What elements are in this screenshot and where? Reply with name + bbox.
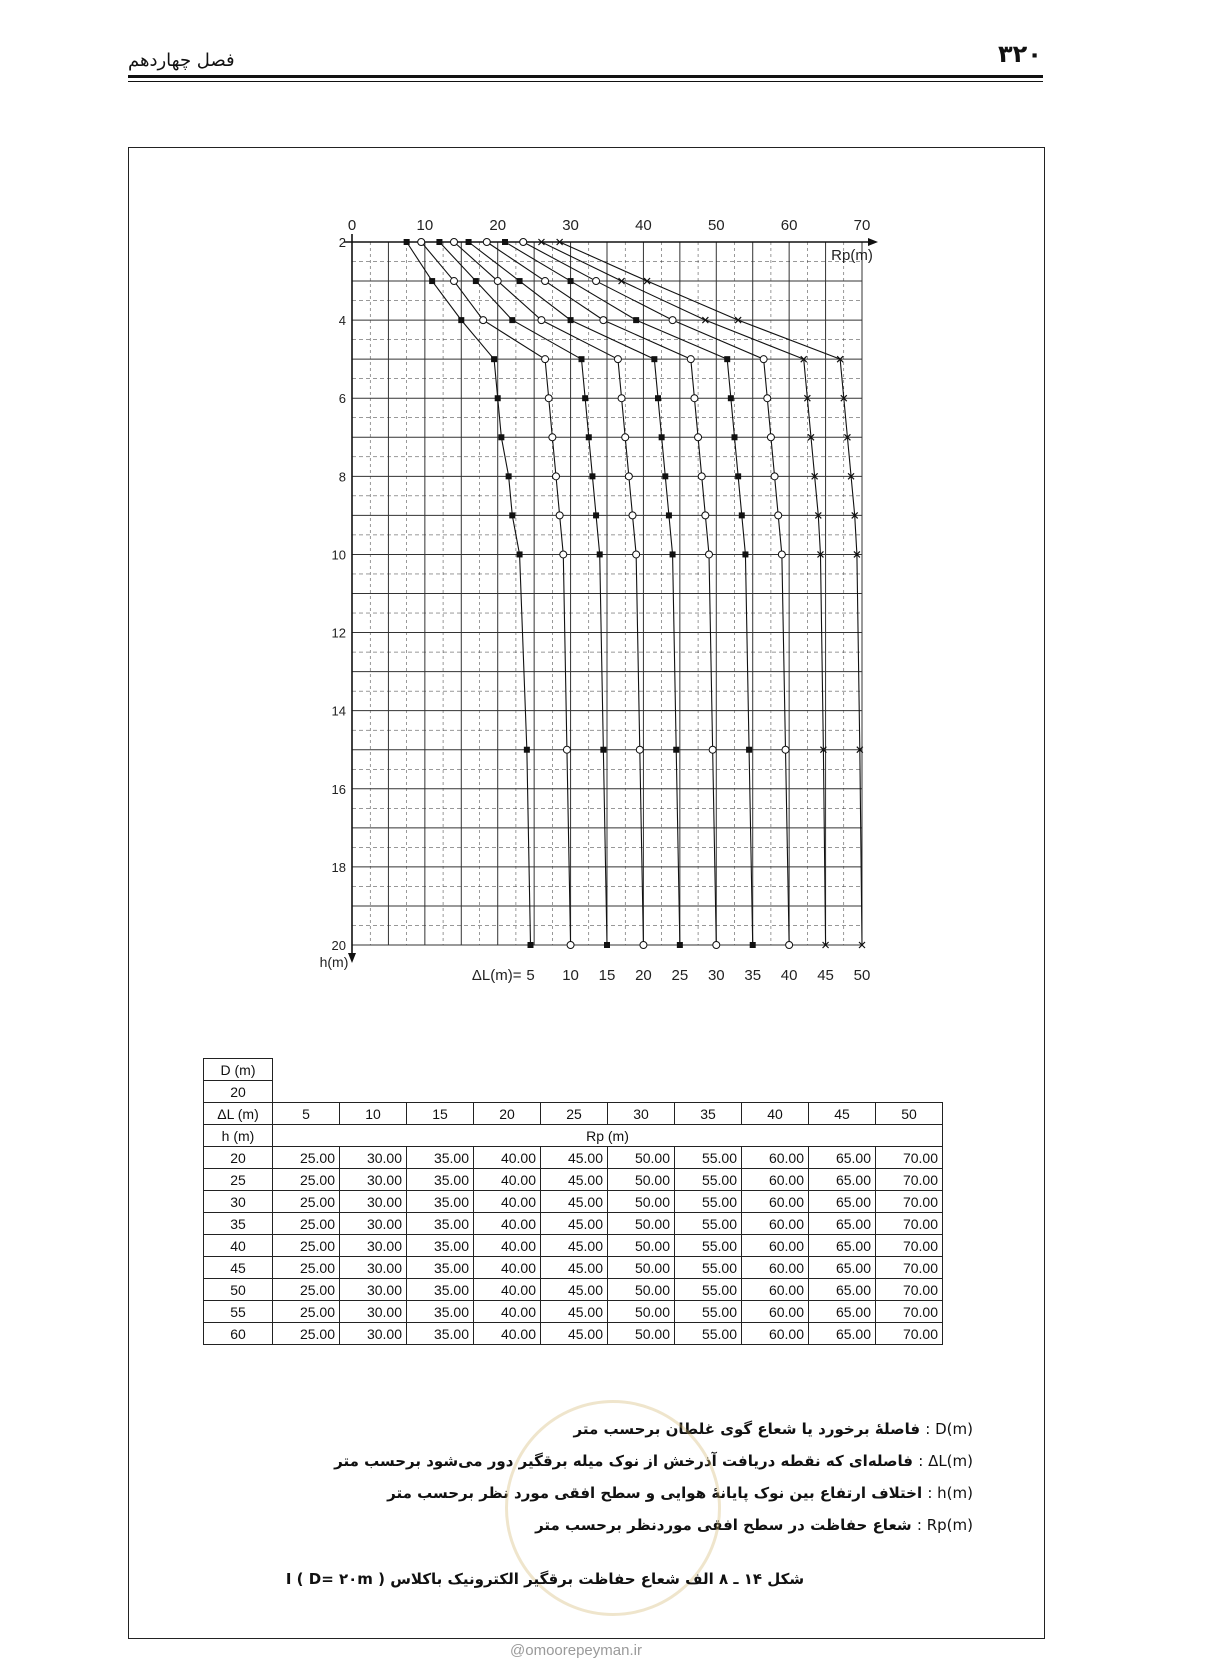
legend-text: شعاع حفاظت در سطح افقی موردنظر برحسب متر: [535, 1516, 912, 1534]
rp-value-cell: 65.00: [809, 1191, 876, 1213]
rp-value-cell: 65.00: [809, 1301, 876, 1323]
data-point: [593, 512, 599, 518]
rp-value-cell: 45.00: [541, 1279, 608, 1301]
rp-value-cell: 70.00: [876, 1323, 943, 1345]
data-point: [600, 317, 607, 324]
rp-value-cell: 45.00: [541, 1169, 608, 1191]
delta-l-header-cell: 45: [809, 1103, 876, 1125]
x-tick-label: 60: [780, 217, 798, 234]
y-tick-label: 18: [331, 859, 346, 875]
data-point: [728, 395, 734, 401]
data-point: [786, 942, 793, 949]
data-point: [782, 746, 789, 753]
rp-value-cell: 40.00: [474, 1147, 541, 1169]
data-point: [520, 239, 527, 246]
data-point: [673, 747, 679, 753]
data-point: [706, 551, 713, 558]
rp-value-cell: 50.00: [608, 1169, 675, 1191]
delta-l-label: ΔL (m): [204, 1103, 273, 1125]
data-point: [760, 356, 767, 363]
rp-value-cell: 40.00: [474, 1213, 541, 1235]
data-point: [691, 395, 698, 402]
rp-value-cell: 25.00: [273, 1235, 340, 1257]
rp-value-cell: 25.00: [273, 1323, 340, 1345]
data-point: [698, 473, 705, 480]
data-point: [494, 278, 501, 285]
delta-l-label: 30: [707, 967, 725, 984]
rp-value-cell: 35.00: [407, 1147, 474, 1169]
rp-value-cell: 35.00: [407, 1169, 474, 1191]
x-tick-label: 40: [635, 217, 652, 234]
rp-value-cell: 25.00: [273, 1213, 340, 1235]
data-point: [709, 746, 716, 753]
legend-symbol: D(m) :: [925, 1420, 973, 1438]
delta-l-header-cell: 30: [608, 1103, 675, 1125]
y-tick-label: 14: [331, 703, 346, 719]
rp-value-cell: 30.00: [340, 1147, 407, 1169]
data-point: [724, 356, 730, 362]
h-value-cell: 30: [204, 1191, 273, 1213]
rp-value-cell: 55.00: [675, 1147, 742, 1169]
rp-value-cell: 45.00: [541, 1323, 608, 1345]
data-point: [625, 473, 632, 480]
data-point: [458, 317, 464, 323]
rp-value-cell: 60.00: [742, 1301, 809, 1323]
rp-value-cell: 65.00: [809, 1279, 876, 1301]
data-point: [670, 551, 676, 557]
x-axis-label: Rp(m): [831, 247, 873, 264]
data-point: [586, 434, 592, 440]
x-tick-label: 20: [489, 217, 507, 234]
data-point: [509, 512, 515, 518]
data-point: [538, 317, 545, 324]
rp-value-cell: 35.00: [407, 1235, 474, 1257]
rp-value-cell: 60.00: [742, 1191, 809, 1213]
rp-value-cell: 40.00: [474, 1323, 541, 1345]
rp-value-cell: 70.00: [876, 1213, 943, 1235]
data-point: [651, 356, 657, 362]
data-point: [553, 473, 560, 480]
delta-l-label: 50: [853, 967, 871, 984]
rp-value-cell: 50.00: [608, 1279, 675, 1301]
delta-l-label: 15: [598, 967, 616, 984]
rp-value-cell: 45.00: [541, 1213, 608, 1235]
rp-value-cell: 45.00: [541, 1147, 608, 1169]
y-tick-label: 6: [338, 391, 346, 407]
data-point: [669, 317, 676, 324]
data-point: [636, 746, 643, 753]
data-point: [560, 551, 567, 558]
delta-l-label: 35: [744, 967, 762, 984]
rp-value-cell: 30.00: [340, 1301, 407, 1323]
chapter-title: فصل چهاردهم: [128, 50, 235, 71]
rp-value-cell: 35.00: [407, 1213, 474, 1235]
data-point: [659, 434, 665, 440]
rp-value-cell: 25.00: [273, 1257, 340, 1279]
table-row: [204, 1169, 943, 1191]
rp-value-cell: 70.00: [876, 1301, 943, 1323]
data-point: [568, 317, 574, 323]
data-point: [629, 512, 636, 519]
data-point: [618, 395, 625, 402]
table-row: [204, 1279, 943, 1301]
rp-value-cell: 55.00: [675, 1257, 742, 1279]
data-point: [750, 942, 756, 948]
data-point: [498, 434, 504, 440]
h-value-cell: 45: [204, 1257, 273, 1279]
rp-value-cell: 55.00: [675, 1213, 742, 1235]
data-point: [702, 512, 709, 519]
legend-text: اختلاف ارتفاع بین نوک پایانهٔ هوایی و سطح افقی مورد نظر برحسب متر: [387, 1484, 923, 1502]
rp-value-cell: 60.00: [742, 1147, 809, 1169]
rp-value-cell: 35.00: [407, 1279, 474, 1301]
data-point: [597, 551, 603, 557]
legend-symbol: Rp(m) :: [916, 1516, 973, 1534]
data-point: [687, 356, 694, 363]
x-tick-label: 50: [707, 217, 725, 234]
rp-value-cell: 40.00: [474, 1279, 541, 1301]
rp-value-cell: 25.00: [273, 1301, 340, 1323]
watermark: @omoorepeyman.ir: [510, 1642, 642, 1659]
page-number: ۳۲۰: [998, 40, 1042, 68]
data-point: [732, 434, 738, 440]
delta-l-label: 40: [780, 967, 798, 984]
rp-value-cell: 60.00: [742, 1279, 809, 1301]
data-point: [713, 942, 720, 949]
data-point: [778, 551, 785, 558]
rp-value-cell: 50.00: [608, 1301, 675, 1323]
data-point: [604, 942, 610, 948]
legend-symbol: h(m) :: [927, 1484, 973, 1502]
delta-l-header-cell: 25: [541, 1103, 608, 1125]
delta-l-label: 45: [817, 967, 834, 984]
y-axis-label: h(m): [319, 954, 349, 970]
data-point: [567, 942, 574, 949]
data-point: [764, 395, 771, 402]
rp-value-cell: 50.00: [608, 1323, 675, 1345]
delta-l-prefix: ΔL(m)=: [471, 967, 522, 984]
rp-value-cell: 70.00: [876, 1147, 943, 1169]
data-point: [568, 278, 574, 284]
rp-value-cell: 45.00: [541, 1235, 608, 1257]
delta-l-header-cell: 50: [876, 1103, 943, 1125]
delta-l-header-cell: 35: [675, 1103, 742, 1125]
h-value-cell: 20: [204, 1147, 273, 1169]
rp-value-cell: 45.00: [541, 1191, 608, 1213]
rp-value-cell: 70.00: [876, 1257, 943, 1279]
y-axis-arrow-icon: [348, 953, 356, 963]
h-value-cell: 40: [204, 1235, 273, 1257]
rp-value-cell: 65.00: [809, 1213, 876, 1235]
rp-value-cell: 35.00: [407, 1301, 474, 1323]
data-point: [473, 278, 479, 284]
data-point: [509, 317, 515, 323]
data-point: [418, 239, 425, 246]
rp-value-cell: 70.00: [876, 1169, 943, 1191]
data-point: [466, 239, 472, 245]
data-point: [775, 512, 782, 519]
rp-value-cell: 50.00: [608, 1213, 675, 1235]
rp-value-cell: 55.00: [675, 1191, 742, 1213]
rp-value-cell: 65.00: [809, 1147, 876, 1169]
rp-value-cell: 40.00: [474, 1191, 541, 1213]
rp-value-cell: 30.00: [340, 1169, 407, 1191]
protection-radius-table: [203, 1058, 943, 1345]
rp-value-cell: 60.00: [742, 1235, 809, 1257]
data-point: [506, 473, 512, 479]
rp-value-cell: 60.00: [742, 1213, 809, 1235]
table-row: [204, 1257, 943, 1279]
delta-l-header-cell: 20: [474, 1103, 541, 1125]
data-point: [633, 551, 640, 558]
rp-label: Rp (m): [273, 1125, 943, 1147]
rp-value-cell: 30.00: [340, 1235, 407, 1257]
rp-value-cell: 50.00: [608, 1257, 675, 1279]
rp-value-cell: 35.00: [407, 1257, 474, 1279]
rp-value-cell: 55.00: [675, 1323, 742, 1345]
data-point: [480, 317, 487, 324]
h-label: h (m): [204, 1125, 273, 1147]
h-value-cell: 60: [204, 1323, 273, 1345]
table-row: [204, 1213, 943, 1235]
y-tick-label: 20: [331, 938, 346, 953]
data-point: [542, 278, 549, 285]
data-point: [579, 356, 585, 362]
rp-value-cell: 60.00: [742, 1257, 809, 1279]
rp-value-cell: 70.00: [876, 1235, 943, 1257]
table-row: [204, 1191, 943, 1213]
data-point: [545, 395, 552, 402]
data-point: [483, 239, 490, 246]
data-point: [771, 473, 778, 480]
data-point: [524, 747, 530, 753]
rp-value-cell: 40.00: [474, 1301, 541, 1323]
rp-value-cell: 65.00: [809, 1257, 876, 1279]
data-point: [739, 512, 745, 518]
rp-value-cell: 65.00: [809, 1235, 876, 1257]
delta-l-label: 20: [635, 967, 652, 984]
rp-value-cell: 40.00: [474, 1257, 541, 1279]
data-point: [677, 942, 683, 948]
y-tick-label: 12: [331, 625, 346, 641]
rp-value-cell: 45.00: [541, 1257, 608, 1279]
rp-value-cell: 55.00: [675, 1279, 742, 1301]
data-point: [542, 356, 549, 363]
x-axis-arrow-icon: [868, 238, 878, 246]
x-tick-label: 70: [853, 217, 871, 234]
rp-value-cell: 50.00: [608, 1191, 675, 1213]
h-value-cell: 55: [204, 1301, 273, 1323]
data-point: [517, 278, 523, 284]
data-point: [662, 473, 668, 479]
rp-value-cell: 65.00: [809, 1169, 876, 1191]
y-tick-label: 8: [338, 469, 346, 485]
rp-value-cell: 45.00: [541, 1301, 608, 1323]
rp-value-cell: 60.00: [742, 1323, 809, 1345]
rp-value-cell: 30.00: [340, 1213, 407, 1235]
data-point: [549, 434, 556, 441]
data-point: [528, 942, 534, 948]
legend-text: فاصله‌ای که نقطه دریافت آذرخش از نوک میله برقگیر دور می‌شود برحسب متر: [334, 1452, 913, 1470]
h-value-cell: 50: [204, 1279, 273, 1301]
y-tick-label: 16: [331, 781, 346, 797]
rp-value-cell: 40.00: [474, 1169, 541, 1191]
data-point: [589, 473, 595, 479]
legend-text: فاصلهٔ برخورد یا شعاع گوی غلطان برحسب متر: [573, 1420, 921, 1438]
data-point: [633, 317, 639, 323]
figure-caption: شکل ۱۴ ـ ۸ الف شعاع حفاظت برقگیر الکترونیک باکلاس I ( D= ۲۰m ): [285, 1570, 805, 1588]
x-tick-label: 30: [562, 217, 579, 234]
h-value-cell: 25: [204, 1169, 273, 1191]
data-point: [582, 395, 588, 401]
rp-value-cell: 40.00: [474, 1235, 541, 1257]
data-point: [502, 239, 508, 245]
delta-l-header-cell: 40: [742, 1103, 809, 1125]
data-point: [517, 551, 523, 557]
d-label: D (m): [204, 1059, 273, 1081]
x-tick-label: 0: [347, 217, 357, 234]
d-value: 20: [204, 1081, 273, 1103]
data-point: [614, 356, 621, 363]
y-tick-label: 4: [338, 313, 346, 329]
delta-l-label: 10: [562, 967, 579, 984]
rp-value-cell: 25.00: [273, 1191, 340, 1213]
rp-value-cell: 70.00: [876, 1191, 943, 1213]
rp-value-cell: 30.00: [340, 1323, 407, 1345]
data-point: [404, 239, 410, 245]
data-point: [742, 551, 748, 557]
rp-value-cell: 25.00: [273, 1279, 340, 1301]
delta-l-label: 25: [671, 967, 689, 984]
rp-value-cell: 30.00: [340, 1257, 407, 1279]
rp-value-cell: 55.00: [675, 1235, 742, 1257]
rp-value-cell: 55.00: [675, 1301, 742, 1323]
data-point: [495, 395, 501, 401]
rp-value-cell: 30.00: [340, 1279, 407, 1301]
rp-value-cell: 55.00: [675, 1169, 742, 1191]
rp-value-cell: 70.00: [876, 1279, 943, 1301]
data-point: [746, 747, 752, 753]
data-point: [735, 473, 741, 479]
data-point: [451, 278, 458, 285]
data-point: [563, 746, 570, 753]
delta-l-header-cell: 10: [340, 1103, 407, 1125]
h-value-cell: 35: [204, 1213, 273, 1235]
rp-value-cell: 50.00: [608, 1235, 675, 1257]
data-point: [600, 747, 606, 753]
data-point: [593, 278, 600, 285]
delta-l-label: 5: [526, 967, 535, 984]
data-point: [640, 942, 647, 949]
rp-value-cell: 65.00: [809, 1323, 876, 1345]
rp-value-cell: 35.00: [407, 1191, 474, 1213]
rp-value-cell: 30.00: [340, 1191, 407, 1213]
delta-l-header-cell: 15: [407, 1103, 474, 1125]
rp-value-cell: 35.00: [407, 1323, 474, 1345]
data-point: [429, 278, 435, 284]
rp-value-cell: 25.00: [273, 1147, 340, 1169]
delta-l-header-cell: 5: [273, 1103, 340, 1125]
data-point: [556, 512, 563, 519]
table-row: [204, 1235, 943, 1257]
y-tick-label: 2: [338, 235, 346, 250]
y-tick-label: 10: [331, 547, 346, 563]
legend-symbol: ΔL(m) :: [918, 1452, 973, 1470]
data-point: [767, 434, 774, 441]
data-point: [695, 434, 702, 441]
data-point: [666, 512, 672, 518]
rp-value-cell: 50.00: [608, 1147, 675, 1169]
x-tick-label: 10: [416, 217, 434, 234]
data-point: [451, 239, 458, 246]
table-row: [204, 1147, 943, 1169]
data-point: [436, 239, 442, 245]
rp-value-cell: 60.00: [742, 1169, 809, 1191]
table-row: [204, 1301, 943, 1323]
table-row: [204, 1323, 943, 1345]
data-point: [655, 395, 661, 401]
rp-value-cell: 25.00: [273, 1169, 340, 1191]
data-point: [622, 434, 629, 441]
data-point: [491, 356, 497, 362]
